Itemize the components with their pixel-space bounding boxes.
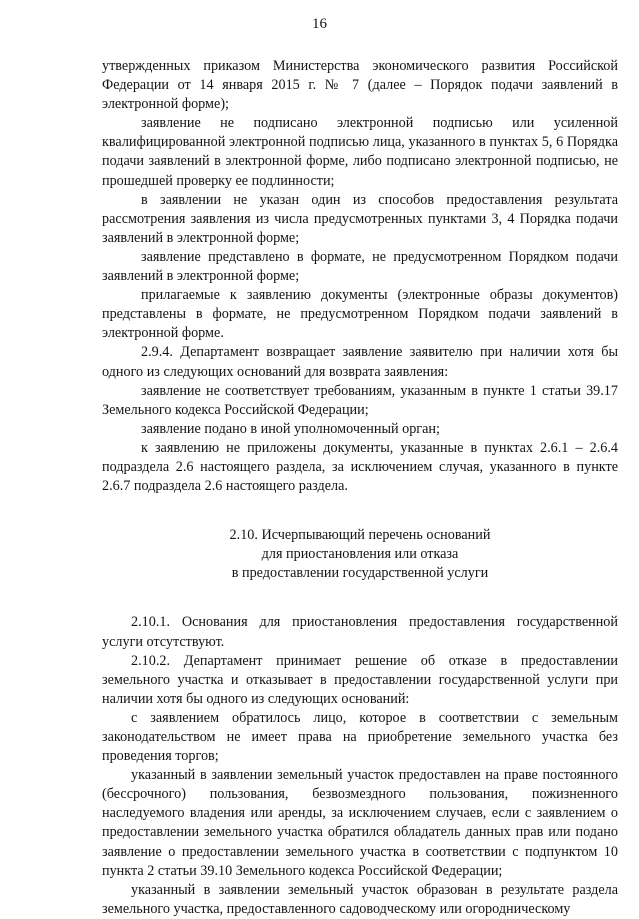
paragraph: заявление не подписано электронной подписью или усиленной квалифицированной электронной подписью лица, указанного в пунктах 5, 6 Порядка подачи заявлений в электронной форме, либо подписано электронной подписью, не прошедшей проверку ее подлинности;: [102, 115, 618, 189]
paragraph: заявление не соответствует требованиям, указанным в пункте 1 статьи 39.17 Земельного кодекса Российской Федерации;: [102, 382, 618, 418]
paragraph: утвержденных приказом Министерства экономического развития Российской Федерации от 14 января 2015 г. № 7 (далее – Порядок подачи заявлений в электронной форме);: [102, 58, 618, 113]
section-heading-line: в предоставлении государственной услуги: [231, 565, 489, 582]
paragraph: в заявлении не указан один из способов предоставления результата рассмотрения заявления из числа предусмотренных пунктами 3, 4 Порядка подачи заявлений в электронной форме;: [102, 191, 618, 246]
paragraph: к заявлению не приложены документы, указанные в пунктах 2.6.1 – 2.6.4 подраздела 2.6 настоящего раздела, за исключением случая, указанного в пункте 2.6.7 подраздела 2.6 настоящего раздела.: [102, 439, 618, 495]
section-heading: [102, 526, 618, 583]
page-number: 16: [312, 16, 327, 32]
paragraph: 2.10.2. Департамент принимает решение об отказе в предоставлении земельного участка и отказывает в предоставлении государственной услуги при наличии хотя бы одного из следующих оснований:: [102, 652, 618, 707]
paragraph: с заявлением обратилось лицо, которое в соответствии с земельным законодательством не имеет права на приобретение земельного участка без проведения торгов;: [102, 709, 618, 765]
document-body: [102, 57, 618, 919]
paragraph: заявление подано в иной уполномоченный орган;: [141, 420, 440, 437]
paragraph: указанный в заявлении земельный участок предоставлен на праве постоянного (бессрочного) пользования, безвозмездного пользования, пожизненного наследуемого владения или аренды, за исключением случаев, если с заявлением о предоставлении земельного участка обратился обладатель данных прав или подано заявление о предоставлении земельного участка в соответствии с подпунктом 10 пункта 2 статьи 39.10 Земельного кодекса Российской Федерации;: [102, 767, 618, 879]
paragraph: заявление представлено в формате, не предусмотренном Порядком подачи заявлений в электронной форме;: [102, 248, 618, 285]
paragraph: 2.10.1. Основания для приостановления предоставления государственной услуги отсутствуют.: [102, 614, 618, 650]
paragraph: прилагаемые к заявлению документы (электронные образы документов) представлены в формате, не предусмотренном Порядком подачи заявлений в электронной форме.: [102, 287, 618, 342]
section-heading-line: 2.10. Исчерпывающий перечень оснований: [229, 527, 491, 544]
paragraph: указанный в заявлении земельный участок образован в результате раздела земельного участка, предоставленного садоводческому или огородническому: [102, 881, 618, 917]
section-heading-line: для приостановления или отказа: [261, 546, 459, 563]
paragraph: 2.9.4. Департамент возвращает заявление заявителю при наличии хотя бы одного из следующих оснований для возврата заявления:: [102, 344, 618, 380]
